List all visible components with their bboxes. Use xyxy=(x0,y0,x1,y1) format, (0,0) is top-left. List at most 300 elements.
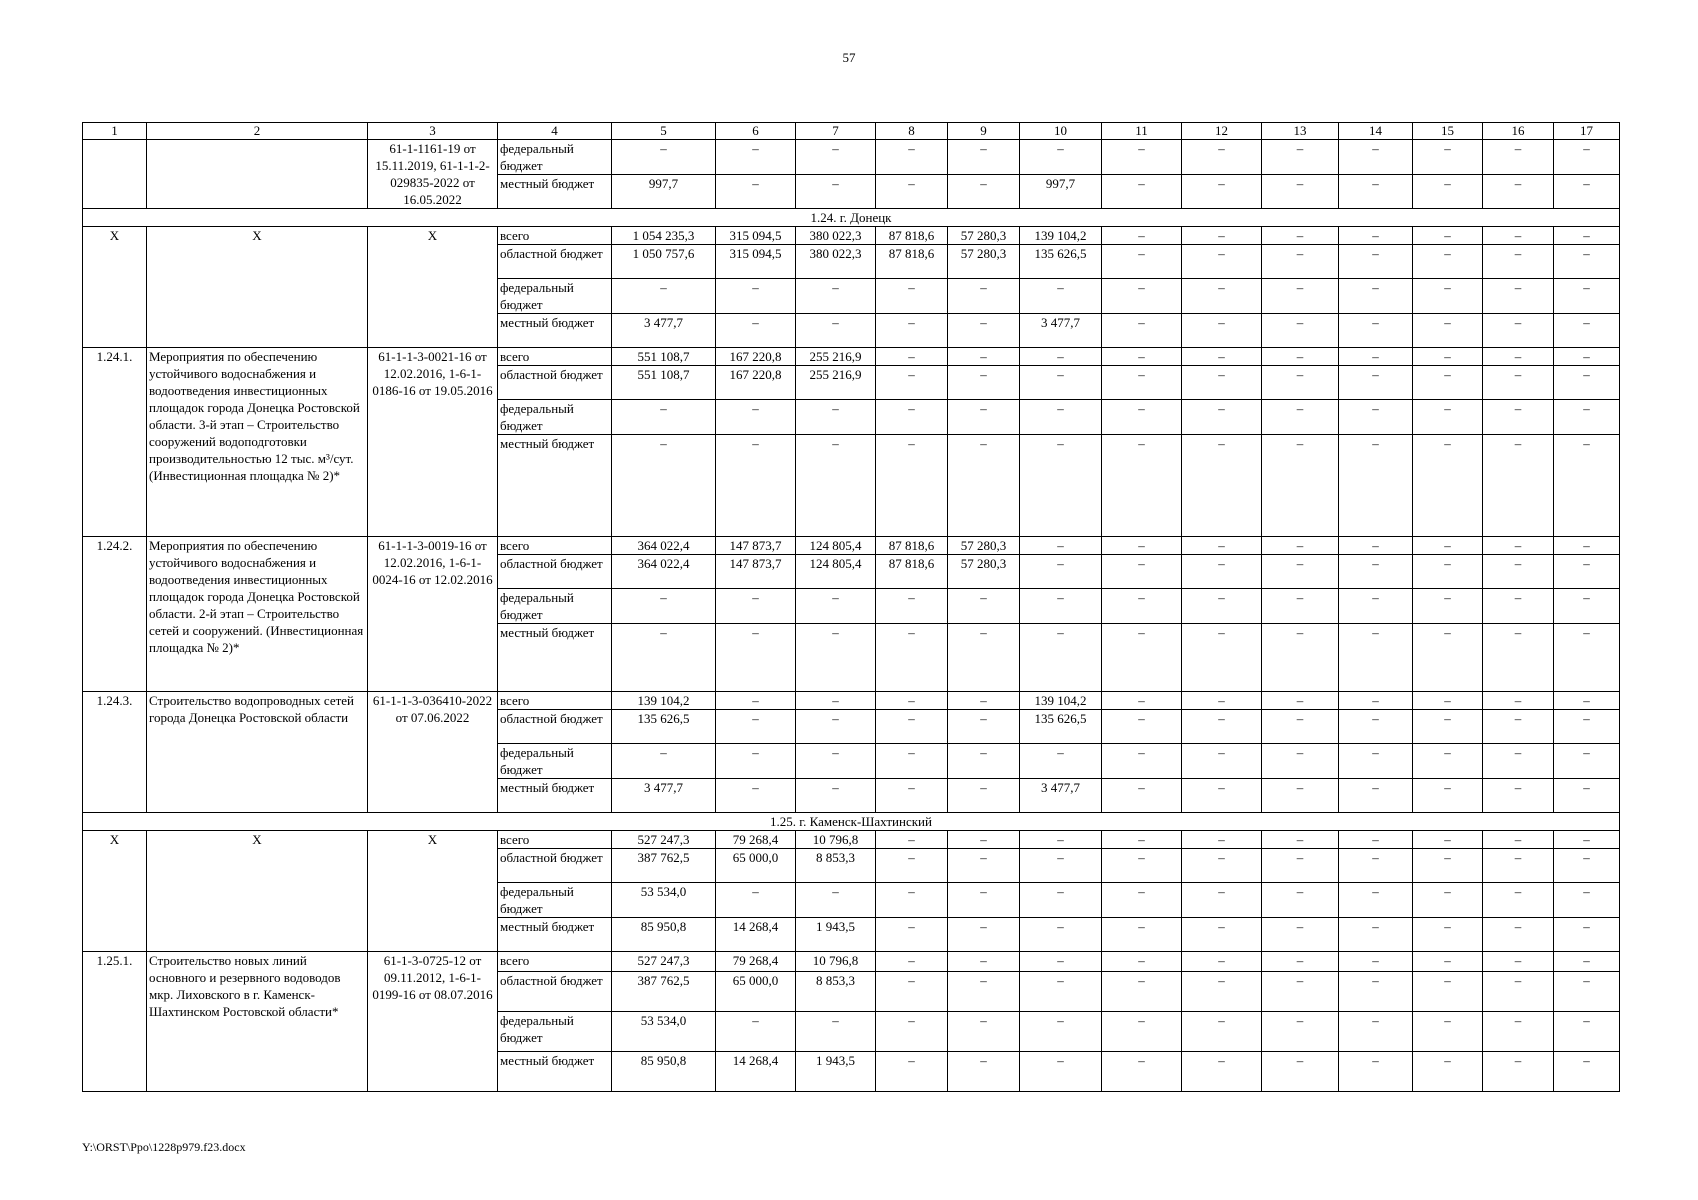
amount-cell: 387 762,5 xyxy=(612,972,716,1012)
amount-cell: 57 280,3 xyxy=(948,245,1020,279)
amount-cell: – xyxy=(796,279,876,314)
row-number-cell: 1.24.3. xyxy=(83,692,147,813)
amount-cell: 3 477,7 xyxy=(612,314,716,348)
amount-cell: – xyxy=(948,140,1020,175)
amount-cell: – xyxy=(1413,831,1483,849)
amount-cell: – xyxy=(1262,710,1339,744)
amount-cell: – xyxy=(1182,624,1262,692)
amount-cell: – xyxy=(1102,1052,1182,1092)
project-name-cell xyxy=(147,140,368,209)
funding-source-label: федеральный бюджет xyxy=(498,1012,612,1052)
amount-cell: – xyxy=(876,710,948,744)
amount-cell: – xyxy=(1102,314,1182,348)
amount-cell: – xyxy=(1339,589,1413,624)
funding-source-label: областной бюджет xyxy=(498,366,612,400)
amount-cell: 57 280,3 xyxy=(948,537,1020,555)
amount-cell: – xyxy=(796,744,876,779)
funding-source-label: всего xyxy=(498,952,612,972)
section-title: 1.24. г. Донецк xyxy=(83,209,1620,227)
amount-cell: – xyxy=(876,348,948,366)
section-header-row xyxy=(83,209,1620,227)
amount-cell: 387 762,5 xyxy=(612,849,716,883)
amount-cell: – xyxy=(1182,366,1262,400)
amount-cell: – xyxy=(948,624,1020,692)
amount-cell: – xyxy=(948,831,1020,849)
amount-cell: – xyxy=(796,140,876,175)
amount-cell: – xyxy=(1554,952,1620,972)
amount-cell: – xyxy=(1339,1052,1413,1092)
source-document-cell: 61-1-3-0725-12 от 09.11.2012, 1-6-1-0199-16 от 08.07.2016 xyxy=(368,952,498,1092)
amount-cell: – xyxy=(716,692,796,710)
amount-cell: – xyxy=(1102,744,1182,779)
column-number-header: 13 xyxy=(1262,123,1339,140)
amount-cell: 135 626,5 xyxy=(1020,245,1102,279)
amount-cell: 14 268,4 xyxy=(716,918,796,952)
funding-source-label: областной бюджет xyxy=(498,555,612,589)
amount-cell: – xyxy=(1182,589,1262,624)
amount-cell: – xyxy=(796,624,876,692)
amount-cell: – xyxy=(1339,537,1413,555)
amount-cell: 65 000,0 xyxy=(716,972,796,1012)
amount-cell: – xyxy=(1339,175,1413,209)
amount-cell: – xyxy=(1262,849,1339,883)
funding-source-label: областной бюджет xyxy=(498,710,612,744)
amount-cell: – xyxy=(1262,279,1339,314)
amount-cell: – xyxy=(1554,744,1620,779)
amount-cell: – xyxy=(1020,400,1102,435)
amount-cell: – xyxy=(1262,245,1339,279)
amount-cell: – xyxy=(1102,1012,1182,1052)
amount-cell: – xyxy=(876,314,948,348)
amount-cell: – xyxy=(948,279,1020,314)
amount-cell: – xyxy=(1339,366,1413,400)
column-number-header: 11 xyxy=(1102,123,1182,140)
source-document-cell: 61-1-1-3-036410-2022 от 07.06.2022 xyxy=(368,692,498,813)
amount-cell: – xyxy=(1339,692,1413,710)
amount-cell: – xyxy=(1102,279,1182,314)
amount-cell: – xyxy=(1413,692,1483,710)
column-number-header: 14 xyxy=(1339,123,1413,140)
amount-cell: – xyxy=(1020,624,1102,692)
amount-cell: – xyxy=(1020,972,1102,1012)
amount-cell: – xyxy=(612,589,716,624)
amount-cell: – xyxy=(1554,348,1620,366)
amount-cell: – xyxy=(1554,1012,1620,1052)
column-number-header: 1 xyxy=(83,123,147,140)
amount-cell: – xyxy=(1339,849,1413,883)
amount-cell: – xyxy=(1102,918,1182,952)
amount-cell: – xyxy=(716,140,796,175)
amount-cell: – xyxy=(1262,314,1339,348)
amount-cell: – xyxy=(876,779,948,813)
amount-cell: – xyxy=(1020,831,1102,849)
amount-cell: – xyxy=(796,779,876,813)
amount-cell: – xyxy=(1182,918,1262,952)
amount-cell: – xyxy=(948,435,1020,537)
amount-cell: – xyxy=(1413,435,1483,537)
amount-cell: – xyxy=(1483,366,1554,400)
amount-cell: – xyxy=(948,366,1020,400)
amount-cell: – xyxy=(1554,1052,1620,1092)
amount-cell: – xyxy=(1262,140,1339,175)
column-number-row xyxy=(83,123,1620,140)
amount-cell: – xyxy=(876,972,948,1012)
amount-cell: 1 943,5 xyxy=(796,1052,876,1092)
funding-source-label: местный бюджет xyxy=(498,918,612,952)
budget-table-container xyxy=(82,122,1619,1092)
amount-cell: – xyxy=(1483,624,1554,692)
amount-cell: – xyxy=(612,435,716,537)
table-row xyxy=(83,831,1620,849)
project-name-cell: X xyxy=(147,831,368,952)
amount-cell: – xyxy=(1102,692,1182,710)
amount-cell: 3 477,7 xyxy=(612,779,716,813)
column-number-header: 9 xyxy=(948,123,1020,140)
amount-cell: – xyxy=(1102,849,1182,883)
amount-cell: – xyxy=(1413,744,1483,779)
project-name-cell: X xyxy=(147,227,368,348)
amount-cell: 167 220,8 xyxy=(716,348,796,366)
amount-cell: 3 477,7 xyxy=(1020,779,1102,813)
amount-cell: – xyxy=(716,314,796,348)
amount-cell: 1 943,5 xyxy=(796,918,876,952)
amount-cell: 124 805,4 xyxy=(796,537,876,555)
amount-cell: – xyxy=(876,140,948,175)
amount-cell: – xyxy=(716,883,796,918)
amount-cell: – xyxy=(1339,279,1413,314)
amount-cell: 997,7 xyxy=(1020,175,1102,209)
source-document-cell: 61-1-1161-19 от 15.11.2019, 61-1-1-2-029835-2022 от 16.05.2022 xyxy=(368,140,498,209)
amount-cell: – xyxy=(612,400,716,435)
amount-cell: – xyxy=(1413,1052,1483,1092)
amount-cell: 135 626,5 xyxy=(1020,710,1102,744)
amount-cell: 364 022,4 xyxy=(612,555,716,589)
amount-cell: – xyxy=(876,883,948,918)
amount-cell: – xyxy=(1020,589,1102,624)
funding-source-label: местный бюджет xyxy=(498,624,612,692)
amount-cell: 551 108,7 xyxy=(612,366,716,400)
amount-cell: 1 054 235,3 xyxy=(612,227,716,245)
amount-cell: – xyxy=(1339,952,1413,972)
amount-cell: – xyxy=(1413,279,1483,314)
amount-cell: – xyxy=(1554,779,1620,813)
amount-cell: – xyxy=(1182,710,1262,744)
amount-cell: – xyxy=(876,952,948,972)
amount-cell: – xyxy=(1102,537,1182,555)
amount-cell: – xyxy=(1102,348,1182,366)
amount-cell: 1 050 757,6 xyxy=(612,245,716,279)
amount-cell: – xyxy=(1102,400,1182,435)
table-row xyxy=(83,952,1620,972)
amount-cell: – xyxy=(716,744,796,779)
amount-cell: – xyxy=(1102,245,1182,279)
amount-cell: – xyxy=(948,314,1020,348)
amount-cell: 380 022,3 xyxy=(796,227,876,245)
amount-cell: – xyxy=(1554,279,1620,314)
amount-cell: – xyxy=(876,366,948,400)
amount-cell: – xyxy=(1020,435,1102,537)
amount-cell: 255 216,9 xyxy=(796,366,876,400)
amount-cell: – xyxy=(796,435,876,537)
funding-source-label: местный бюджет xyxy=(498,175,612,209)
amount-cell: 85 950,8 xyxy=(612,918,716,952)
amount-cell: – xyxy=(716,1012,796,1052)
amount-cell: – xyxy=(1483,1052,1554,1092)
amount-cell: – xyxy=(1483,140,1554,175)
amount-cell: 53 534,0 xyxy=(612,1012,716,1052)
amount-cell: – xyxy=(1262,1012,1339,1052)
amount-cell: 364 022,4 xyxy=(612,537,716,555)
table-row xyxy=(83,692,1620,710)
amount-cell: – xyxy=(1483,849,1554,883)
amount-cell: – xyxy=(1262,831,1339,849)
amount-cell: – xyxy=(796,883,876,918)
amount-cell: – xyxy=(1102,831,1182,849)
amount-cell: 14 268,4 xyxy=(716,1052,796,1092)
amount-cell: 79 268,4 xyxy=(716,831,796,849)
amount-cell: 124 805,4 xyxy=(796,555,876,589)
column-number-header: 2 xyxy=(147,123,368,140)
file-path-footer: Y:\ORST\Ppo\1228p979.f23.docx xyxy=(82,1140,246,1154)
amount-cell: – xyxy=(1483,245,1554,279)
amount-cell: – xyxy=(1413,537,1483,555)
amount-cell: – xyxy=(1020,849,1102,883)
amount-cell: 10 796,8 xyxy=(796,831,876,849)
funding-source-label: всего xyxy=(498,227,612,245)
amount-cell: – xyxy=(1554,849,1620,883)
amount-cell: – xyxy=(1262,1052,1339,1092)
amount-cell: – xyxy=(1102,779,1182,813)
amount-cell: – xyxy=(1182,555,1262,589)
amount-cell: 147 873,7 xyxy=(716,555,796,589)
project-name-cell: Мероприятия по обеспечению устойчивого водоснабжения и водоотведения инвестиционных площадок города Донецка Ростовской области. 3-й этап – Строительство сооружений водоподготовки производительностью 12 тыс. м³/сут. (Инвестиционная площадка № 2)* xyxy=(147,348,368,537)
amount-cell: – xyxy=(716,589,796,624)
amount-cell: – xyxy=(1020,348,1102,366)
funding-source-label: федеральный бюджет xyxy=(498,400,612,435)
amount-cell: – xyxy=(1102,710,1182,744)
amount-cell: – xyxy=(876,175,948,209)
amount-cell: – xyxy=(1339,779,1413,813)
amount-cell: – xyxy=(1182,972,1262,1012)
amount-cell: – xyxy=(1102,589,1182,624)
amount-cell: – xyxy=(1483,589,1554,624)
amount-cell: – xyxy=(876,692,948,710)
amount-cell: – xyxy=(1020,555,1102,589)
amount-cell: – xyxy=(1413,227,1483,245)
row-number-cell: 1.24.2. xyxy=(83,537,147,692)
project-name-cell: Строительство водопроводных сетей города Донецка Ростовской области xyxy=(147,692,368,813)
amount-cell: – xyxy=(1339,348,1413,366)
amount-cell: – xyxy=(716,279,796,314)
amount-cell: – xyxy=(876,400,948,435)
column-number-header: 12 xyxy=(1182,123,1262,140)
amount-cell: – xyxy=(1339,918,1413,952)
column-number-header: 7 xyxy=(796,123,876,140)
amount-cell: – xyxy=(1020,1012,1102,1052)
amount-cell: – xyxy=(1483,918,1554,952)
row-number-cell: X xyxy=(83,831,147,952)
amount-cell: – xyxy=(716,400,796,435)
amount-cell: – xyxy=(1413,589,1483,624)
amount-cell: – xyxy=(1182,692,1262,710)
amount-cell: – xyxy=(1483,710,1554,744)
amount-cell: 65 000,0 xyxy=(716,849,796,883)
amount-cell: 135 626,5 xyxy=(612,710,716,744)
amount-cell: – xyxy=(1182,314,1262,348)
amount-cell: 87 818,6 xyxy=(876,245,948,279)
amount-cell: – xyxy=(948,972,1020,1012)
amount-cell: – xyxy=(1182,1012,1262,1052)
amount-cell: 139 104,2 xyxy=(1020,227,1102,245)
amount-cell: 79 268,4 xyxy=(716,952,796,972)
amount-cell: – xyxy=(1554,175,1620,209)
amount-cell: – xyxy=(948,1012,1020,1052)
budget-table xyxy=(82,122,1620,1092)
amount-cell: – xyxy=(1102,435,1182,537)
amount-cell: – xyxy=(1554,624,1620,692)
amount-cell: – xyxy=(1182,279,1262,314)
amount-cell: – xyxy=(1262,589,1339,624)
amount-cell: – xyxy=(1483,400,1554,435)
amount-cell: – xyxy=(1413,624,1483,692)
amount-cell: – xyxy=(796,1012,876,1052)
amount-cell: 85 950,8 xyxy=(612,1052,716,1092)
amount-cell: – xyxy=(1182,849,1262,883)
amount-cell: – xyxy=(1262,744,1339,779)
amount-cell: – xyxy=(1483,314,1554,348)
amount-cell: – xyxy=(796,175,876,209)
amount-cell: – xyxy=(1483,831,1554,849)
amount-cell: – xyxy=(948,918,1020,952)
amount-cell: – xyxy=(1339,245,1413,279)
amount-cell: – xyxy=(1554,227,1620,245)
amount-cell: 527 247,3 xyxy=(612,831,716,849)
amount-cell: – xyxy=(1554,435,1620,537)
funding-source-label: всего xyxy=(498,537,612,555)
column-number-header: 15 xyxy=(1413,123,1483,140)
amount-cell: – xyxy=(1262,537,1339,555)
amount-cell: – xyxy=(1339,314,1413,348)
amount-cell: – xyxy=(1020,366,1102,400)
funding-source-label: всего xyxy=(498,348,612,366)
page-number: 57 xyxy=(842,50,856,65)
amount-cell: – xyxy=(1182,348,1262,366)
amount-cell: – xyxy=(948,883,1020,918)
amount-cell: – xyxy=(1483,883,1554,918)
amount-cell: – xyxy=(612,624,716,692)
amount-cell: – xyxy=(1020,1052,1102,1092)
amount-cell: – xyxy=(1262,883,1339,918)
amount-cell: – xyxy=(876,1012,948,1052)
amount-cell: 57 280,3 xyxy=(948,555,1020,589)
amount-cell: – xyxy=(1483,972,1554,1012)
amount-cell: – xyxy=(948,952,1020,972)
funding-source-label: федеральный бюджет xyxy=(498,279,612,314)
column-number-header: 17 xyxy=(1554,123,1620,140)
amount-cell: – xyxy=(948,849,1020,883)
amount-cell: – xyxy=(1020,952,1102,972)
amount-cell: – xyxy=(1413,348,1483,366)
amount-cell: – xyxy=(1339,435,1413,537)
amount-cell: – xyxy=(612,140,716,175)
amount-cell: – xyxy=(1339,140,1413,175)
amount-cell: – xyxy=(1262,227,1339,245)
amount-cell: – xyxy=(1413,972,1483,1012)
amount-cell: – xyxy=(1262,555,1339,589)
amount-cell: – xyxy=(1262,435,1339,537)
funding-source-label: федеральный бюджет xyxy=(498,744,612,779)
row-number-cell: 1.25.1. xyxy=(83,952,147,1092)
amount-cell: – xyxy=(1483,1012,1554,1052)
amount-cell: – xyxy=(1413,140,1483,175)
amount-cell: – xyxy=(796,400,876,435)
amount-cell: – xyxy=(1020,279,1102,314)
amount-cell: – xyxy=(1102,555,1182,589)
amount-cell: – xyxy=(876,279,948,314)
amount-cell: – xyxy=(1413,366,1483,400)
amount-cell: 167 220,8 xyxy=(716,366,796,400)
amount-cell: – xyxy=(1020,140,1102,175)
source-document-cell: X xyxy=(368,831,498,952)
table-row xyxy=(83,348,1620,366)
amount-cell: – xyxy=(1020,918,1102,952)
amount-cell: 255 216,9 xyxy=(796,348,876,366)
amount-cell: – xyxy=(1182,435,1262,537)
amount-cell: – xyxy=(1554,972,1620,1012)
amount-cell: – xyxy=(1413,245,1483,279)
amount-cell: – xyxy=(1483,227,1554,245)
amount-cell: 139 104,2 xyxy=(612,692,716,710)
funding-source-label: местный бюджет xyxy=(498,314,612,348)
section-title: 1.25. г. Каменск-Шахтинский xyxy=(83,813,1620,831)
amount-cell: 87 818,6 xyxy=(876,227,948,245)
amount-cell: – xyxy=(1554,555,1620,589)
amount-cell: – xyxy=(876,435,948,537)
amount-cell: – xyxy=(1182,537,1262,555)
amount-cell: – xyxy=(1339,744,1413,779)
project-name-cell: Мероприятия по обеспечению устойчивого водоснабжения и водоотведения инвестиционных площадок города Донецка Ростовской области. 2-й этап – Строительство сетей и сооружений. (Инвестиционная площадка № 2)* xyxy=(147,537,368,692)
table-row xyxy=(83,537,1620,555)
funding-source-label: местный бюджет xyxy=(498,435,612,537)
amount-cell: – xyxy=(1102,624,1182,692)
amount-cell: – xyxy=(1262,779,1339,813)
amount-cell: 87 818,6 xyxy=(876,537,948,555)
amount-cell: – xyxy=(1554,314,1620,348)
amount-cell: – xyxy=(1554,692,1620,710)
amount-cell: – xyxy=(876,589,948,624)
amount-cell: – xyxy=(1413,849,1483,883)
amount-cell: – xyxy=(1262,972,1339,1012)
amount-cell: – xyxy=(1102,227,1182,245)
funding-source-label: федеральный бюджет xyxy=(498,589,612,624)
amount-cell: – xyxy=(948,1052,1020,1092)
amount-cell: – xyxy=(1339,555,1413,589)
column-number-header: 4 xyxy=(498,123,612,140)
amount-cell: – xyxy=(876,918,948,952)
amount-cell: – xyxy=(948,348,1020,366)
amount-cell: 147 873,7 xyxy=(716,537,796,555)
amount-cell: – xyxy=(1262,624,1339,692)
amount-cell: 53 534,0 xyxy=(612,883,716,918)
amount-cell: 8 853,3 xyxy=(796,972,876,1012)
amount-cell: – xyxy=(1339,883,1413,918)
amount-cell: – xyxy=(948,589,1020,624)
amount-cell: – xyxy=(716,624,796,692)
amount-cell: – xyxy=(948,779,1020,813)
funding-source-label: местный бюджет xyxy=(498,1052,612,1092)
column-number-header: 5 xyxy=(612,123,716,140)
column-number-header: 8 xyxy=(876,123,948,140)
